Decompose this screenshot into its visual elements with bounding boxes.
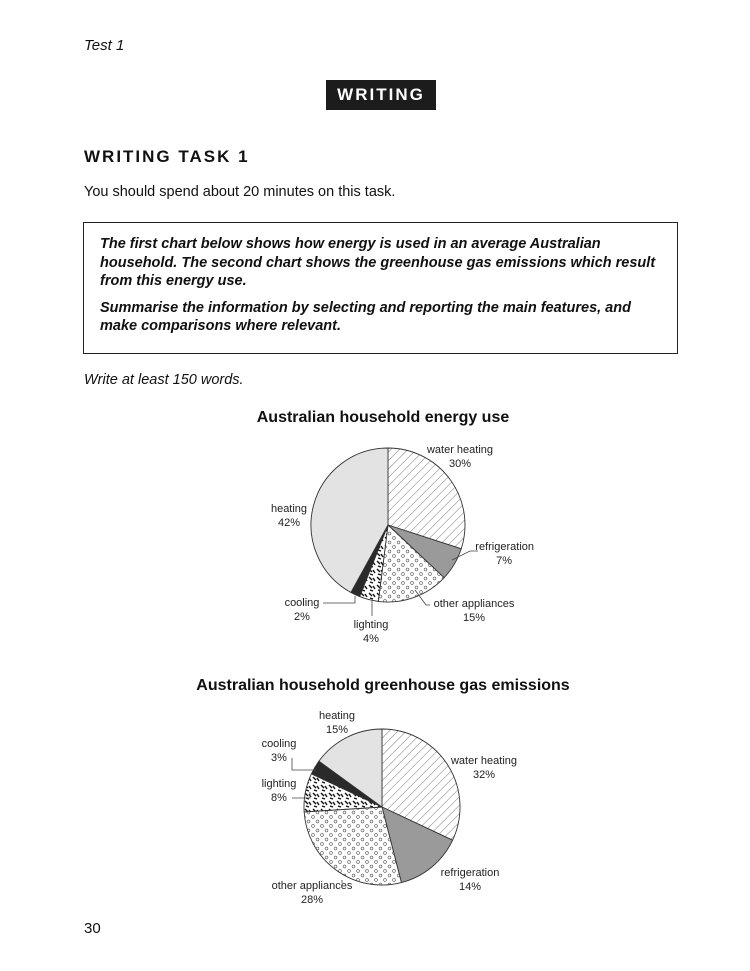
test-label: Test 1 <box>84 37 125 54</box>
slice-value-heating: 42% <box>277 517 301 529</box>
word-count-instruction: Write at least 150 words. <box>84 372 244 388</box>
slice-label-cooling: cooling <box>261 738 297 750</box>
slice-value-cooling: 2% <box>294 611 310 623</box>
leader-line-cooling <box>292 758 316 770</box>
slice-value-other-appliances: 28% <box>300 894 324 906</box>
slice-label-heating: heating <box>318 710 356 722</box>
slice-value-water-heating: 30% <box>448 458 472 470</box>
slice-label-refrigeration: refrigeration <box>440 867 500 879</box>
slice-label-cooling: cooling <box>284 597 320 609</box>
slice-value-other-appliances: 15% <box>462 612 486 624</box>
slice-label-other-appliances: other appliances <box>271 880 353 892</box>
section-badge: WRITING <box>326 80 436 110</box>
slice-value-refrigeration: 14% <box>458 881 482 893</box>
slice-label-other-appliances: other appliances <box>433 598 515 610</box>
prompt-paragraph-2: Summarise the information by selecting and reporting the main features, and make comparisons where relevant. <box>100 299 631 334</box>
slice-label-water-heating: water heating <box>426 444 494 456</box>
slice-value-refrigeration: 7% <box>496 555 512 567</box>
chart-title-energy-use: Australian household energy use <box>256 409 510 426</box>
time-instruction: You should spend about 20 minutes on this task. <box>84 184 396 200</box>
slice-label-lighting: lighting <box>261 778 297 790</box>
slice-value-heating: 15% <box>325 724 349 736</box>
slice-label-refrigeration: refrigeration <box>475 541 534 553</box>
slice-label-lighting: lighting <box>353 619 389 631</box>
slice-value-cooling: 3% <box>271 752 287 764</box>
page-number: 30 <box>84 920 101 937</box>
slice-value-lighting: 4% <box>363 633 379 645</box>
slice-value-water-heating: 32% <box>472 769 496 781</box>
task-title: WRITING TASK 1 <box>84 147 250 166</box>
slice-label-heating: heating <box>270 503 308 515</box>
chart-title-emissions: Australian household greenhouse gas emissions <box>196 677 570 694</box>
slice-label-water-heating: water heating <box>450 755 518 767</box>
prompt-paragraph-1: The first chart below shows how energy is used in an average Australian household. The second chart shows the greenhouse gas emissions which result from this energy use. <box>100 236 656 289</box>
slice-value-lighting: 8% <box>271 792 287 804</box>
